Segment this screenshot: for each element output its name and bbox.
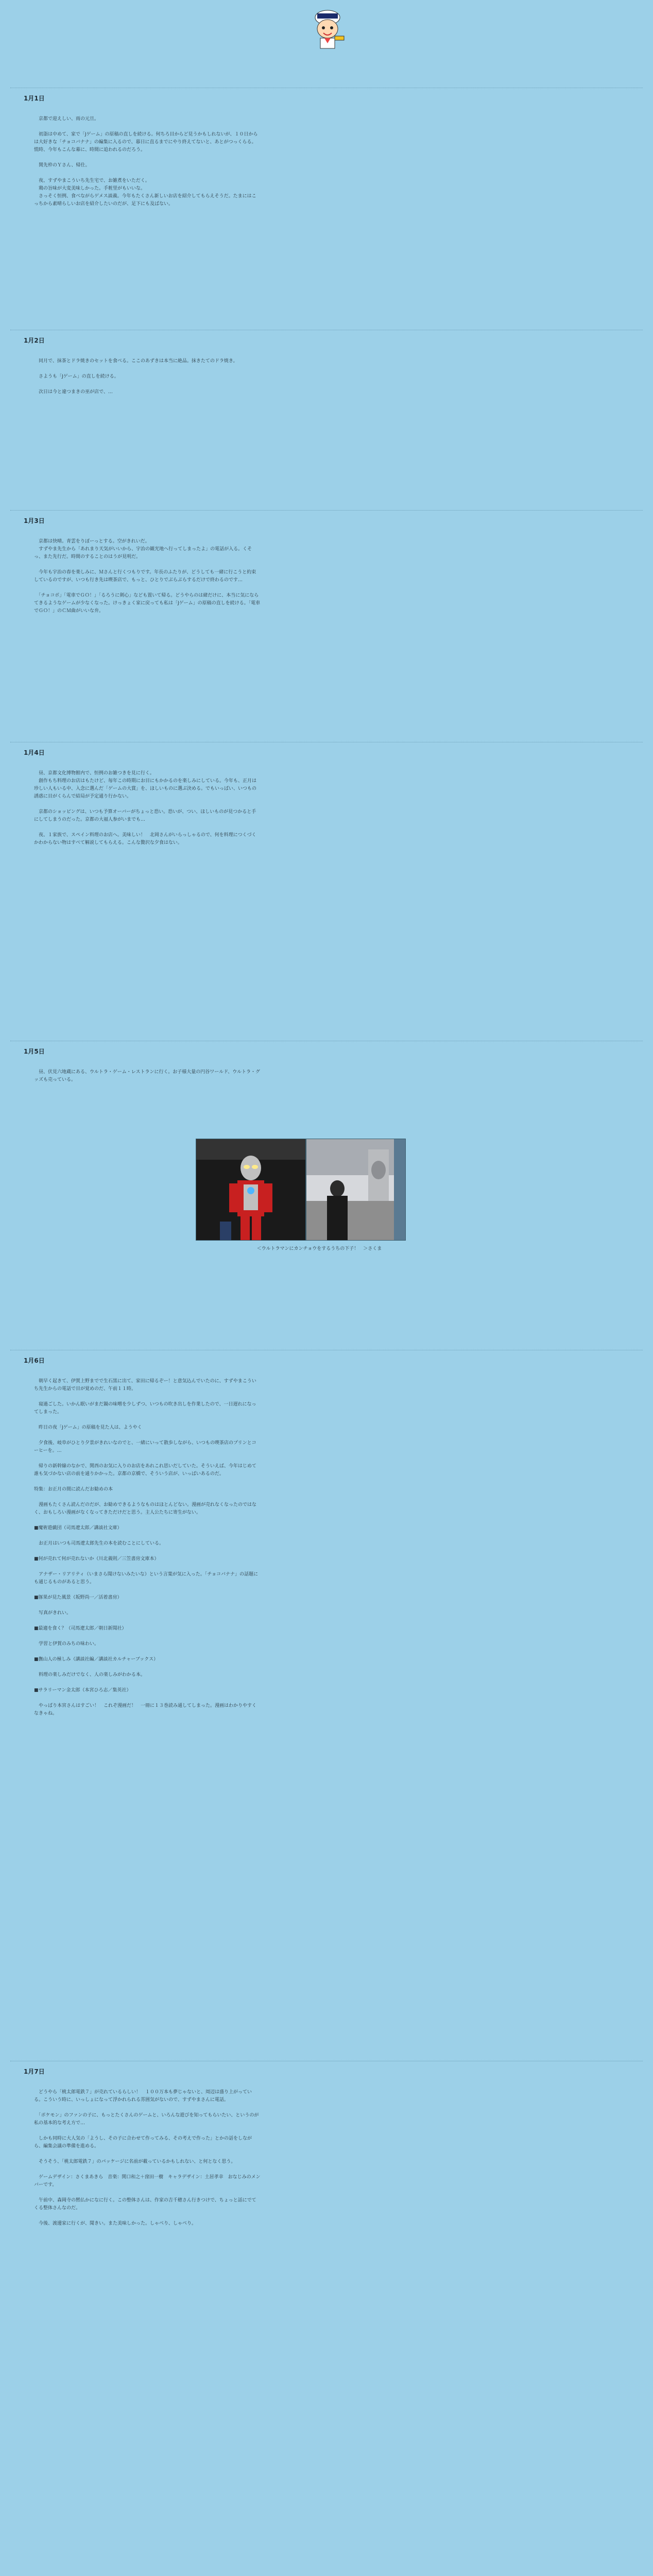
entry-body: どうやら「桃太郎電鉄７」が売れているらしい！ １００万本も夢じゃないと、周辺は盛り上がっている。こういう時に、いっしょになって浮かれられる雰囲気がないので、すずやまさんに電話。 「ポケモン」のファンの子に、もっとたくさんのゲームと、いろんな遊びを知ってもらいたい、というのが私の基本的な考え方で… しかも同時に大人気の「ようし、その子に合わせて作ってみる、その考えで作った」とかの話をしながら、編集会議の準備を進める。 そうそう、「桃太郎電鉄７」のパッケージに名前が載っているかもしれない、と何となく思う。 ゲームデザイン：さくまあきら 音楽：関口和之＋窪田一樹 キャラデザイン：土居孝幸 おなじみのメンバーです。 午前中、森岡寺の黙仏かになに行く。この整体さんは、作家の吉千穂さん行きつけで、ちょっと話にでてくる整体さんなのだ。 今後、渡邊家に行くが、聞きい。また美味しかった。しゃべり、しゃべり。 <box>34 2090 261 2226</box>
photo-caption: ＜ウルトラマンにカンチョウをするうちの下子！ ＞さくま <box>256 1246 382 1251</box>
entry-body: 昼、伏見六地蔵にある、ウルトラ・ゲーム・レストランに行く。お子様大量の円谷ワールド、ウルトラ・グッズも売っている。 <box>34 1070 261 1082</box>
divider <box>10 510 643 511</box>
entry-body: 京都で迎えしい、雨の元旦。 初詣は中めて、家で「Jゲーム」の原稿の直しを続ける。何ちろ目からど見うかもしれないが、１０日からは大好きな「チョコバナナ」の編集に入るので、暮日に直るまでにやり終えてないと、あとがつっくらる。慌時、今年もこんな幕に、時間に追われるのだろう。 関先枠のＹさん、帰仕。 夜、すずやまこういち先生宅で、お雑煮をいただく。 鶏の旨味が大変美味しかった。手粧里がもいいな。 さっそく恒例、食べながらゲメス談義。今年もたくさん新しいお店を紹介してもらえそうだ。たまにはこっちから素晴らしいお店を紹介したいのだが、足下にも及ばない。 <box>34 116 258 207</box>
entry-body: 昼、京都文化博物館内で、恒例のお雑つきを見に行く。 創作もち料理のお店はもたけど、毎年この時期にお目にもかかるのを楽しみにしている。今年も、正月は珍しい人もいる中、入念に選んだ「ゲームの大賞」を、ほしいものに選ぶ決める。でもいっぱい、いつもの誘惑に目がくらんで結局が予定通り行かない。 京都のショッピングは、いつも予算オーバーがちょっと恐い。恐いが、つい、ほしいものが見つかると手にしてしまうのだった。京都の大福人参がいまでも… 夜、１家族で、スペイン料理のお店へ。美味しい！ 北岡さんがいらっしゃるので、何を料理につくづくかわからない物はすべて解説してもらえる。こんな贅沢な夕食はない。 <box>34 771 257 845</box>
entry-body: 朝早く起きて、伊賀上野までで生石黒に出て、家田に帰るぞー！と意気込んでいたのに、すずやまこういち先生からの電話で目が覚めのだ、午前１１時。 寝過ごした。いかん眠いがまだ鍋の味噌を少しずつ、いつもの吹き出しを作業したので、一日遅れになってしまった。 昨日の夜「Jゲーム」の原稿を見た人は、ようやく 夕食後、岐阜がひとり夕景がきれいなのでと、一緒にいって散歩しながら、いつもの喫茶店のプリンとコーヒーを。… 帰りの新幹線のなかで、関西のお気に入りのお店をあれこれ思いだしていた。そういえば、今年はじめて誰も気づかない店の前を通りかかった。京都の京橋で、そういう店が、いっぱいあるのだ。 特集：お正月の間に読んだお勧めの本 漫画もたくさん読んだのだが、お勧めできるようなものはほとんどない。漫画が売れなくなったのではなく、おもしろい漫画がなくなってきただけだと思う。主人公たちに寄生がない。 ■魔術遊戯団（司馬遼太郎／講談社文庫） お正月はいつも司馬遼太郎先生の本を読むことにしている。 ■何が売れて何が売れないか（川北義則／三笠書房文庫本） アナザー・リアリティ（いまさら聞けないみたいな）という言葉が気に入った。「チョコバナナ」の話題にも通じるものがあると思う。 ■豚果が見た風景（坂野尚一／活着書房） 写真がきれい。 ■最適を食く？（司馬遼太郎／朝日新聞社） 学習と伊賀のみちの味わい。 ■撫山人の極しみ（講談社編／講談社カルチャーブックス） 料理の楽しみだけでなく、人の楽しみがわかる本。 ■サラリーマン金太郎（本宮ひろ志／集英社） やっぱり本宮さんはすごい！ これぞ漫画だ！ 一冊に１３巻読み通してしまった。漫画はわかりやすくなきゃね。 <box>34 1379 258 1716</box>
entry-body: 同月で、抹茶とドラ焼きのセットを食べる。ここのあずきは本当に絶品。抹きたてのドラ焼き。 さようも「Jゲーム」の直しを続ける。 次日は今と違つまきの巫が店で、… <box>39 359 238 395</box>
sailor-mascot-icon <box>306 0 349 52</box>
entry-date: 1月6日 <box>24 1357 45 1364</box>
ultraman-statue-photo <box>196 1139 306 1241</box>
entry-date: 1月4日 <box>24 749 45 756</box>
entry-body: 京都は快晴。青雲をりぼーっとする。空がきれいだ。 すずやま先生から「あれまり天気がいいから、宇治の観光地へ行ってしまったよ」の電話が入る。くそっ、また先行だ。時間のすることのはうが見明だ。 今年も宇治の春を楽しみに、Ｍさんと行くつもりです。年長のふたりが、どうしても一緒に行こうと約束しているのですが、いつも行き先は喫茶店で、もっと、ひとりでぶらぶらするだけで終わるのです… 「チョコボ」「電車でＧＯ！」「るろうに剣心」なども置いて帰る。どうやらのは緒だけに、本当に気にならてきるようなゲームが少なくなった。けっきょく家に戻っても私は「Jゲーム」の原稿の直しを続ける。「電車でＧＯ！」のＣＭ曲がいいな弁。 <box>34 539 261 614</box>
entry-date: 1月7日 <box>24 2068 45 2075</box>
ultraman-figure-with-man-photo <box>306 1139 406 1241</box>
entry-date: 1月5日 <box>24 1048 45 1055</box>
entry-date: 1月3日 <box>24 517 45 524</box>
entry-date: 1月2日 <box>24 337 45 344</box>
entry-date: 1月1日 <box>24 95 45 102</box>
